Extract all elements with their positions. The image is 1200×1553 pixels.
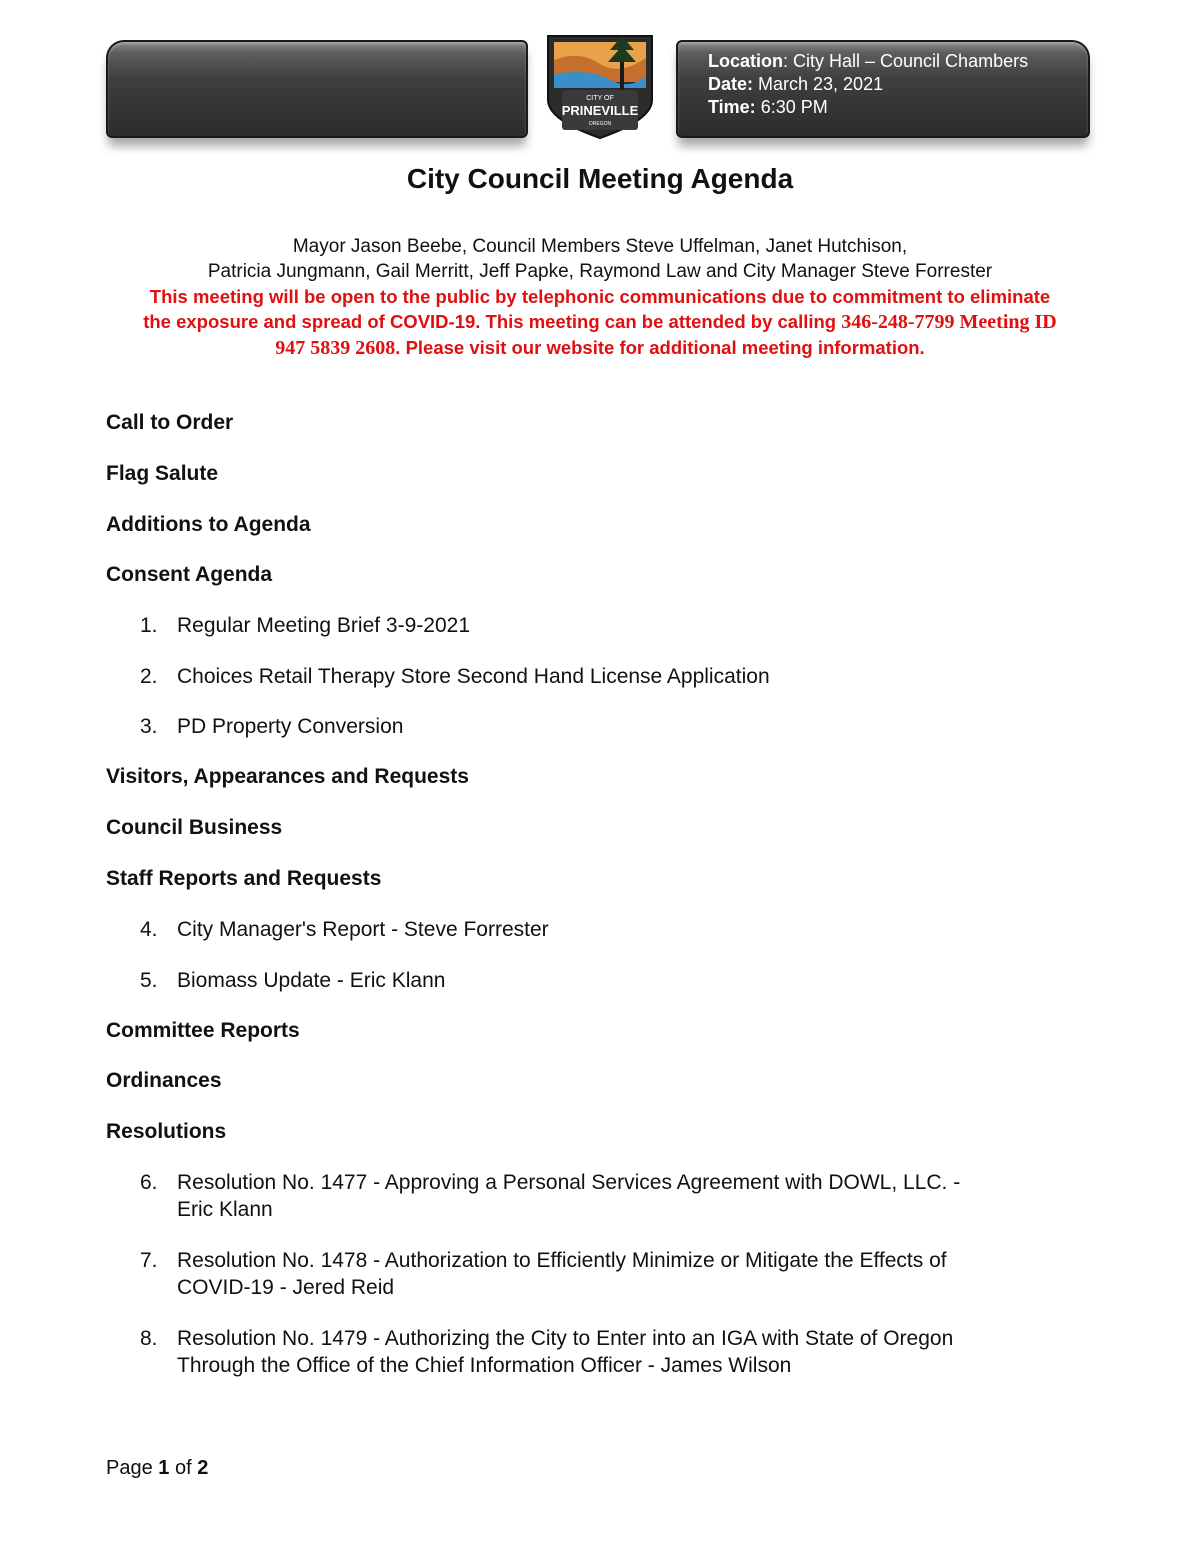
date-value: March 23, 2021 <box>753 74 884 94</box>
meta-date <box>708 73 1028 96</box>
notice-line-2 <box>96 309 1104 335</box>
council-members <box>0 234 1200 284</box>
item-text-line-1: Resolution No. 1477 - Approving a Personal Services Agreement with DOWL, LLC. - <box>177 1171 961 1194</box>
item-number: 5. <box>140 969 158 992</box>
notice-line-3b: . Please visit our website for additional meeting information. <box>395 337 925 358</box>
item-number: 6. <box>140 1171 158 1194</box>
item-number: 4. <box>140 918 158 941</box>
notice-phone: 346-248-7799 Meeting ID <box>841 311 1057 333</box>
item-number: 8. <box>140 1327 158 1350</box>
covid-notice <box>96 284 1104 361</box>
logo-oregon: OREGON <box>588 121 612 127</box>
heading-resolutions: Resolutions <box>106 1120 227 1143</box>
city-logo <box>540 30 660 142</box>
heading-committee-reports: Committee Reports <box>106 1019 300 1042</box>
page-title: City Council Meeting Agenda <box>406 163 794 194</box>
logo-prineville: PRINEVILLE <box>561 103 639 118</box>
item-text-line-1: Resolution No. 1479 - Authorizing the City to Enter into an IGA with State of Oregon <box>177 1327 954 1350</box>
item-text: PD Property Conversion <box>177 715 404 738</box>
page-word: Page <box>106 1457 159 1479</box>
heading-call-to-order: Call to Order <box>106 411 234 434</box>
agenda-item-3 <box>140 713 1080 740</box>
heading-staff-reports: Staff Reports and Requests <box>106 867 382 890</box>
item-text: Regular Meeting Brief 3-9-2021 <box>177 614 470 637</box>
logo-city-of: CITY OF <box>586 95 614 102</box>
meta-time <box>708 96 1028 119</box>
item-text: Biomass Update - Eric Klann <box>177 969 446 992</box>
page-number <box>106 1457 208 1480</box>
header-bar-left <box>106 40 528 138</box>
heading-ordinances: Ordinances <box>106 1069 222 1092</box>
location-label: Location <box>708 51 783 71</box>
heading-consent-agenda: Consent Agenda <box>106 563 273 586</box>
item-text-line-2: Eric Klann <box>177 1198 273 1221</box>
time-label: Time: <box>708 97 756 117</box>
notice-line-1: This meeting will be open to the public by telephonic communications due to commitment to eliminate <box>149 286 1051 307</box>
item-number: 3. <box>140 715 158 738</box>
item-text-line-2: Through the Office of the Chief Information Officer - James Wilson <box>177 1354 792 1377</box>
item-number: 7. <box>140 1249 158 1272</box>
heading-visitors: Visitors, Appearances and Requests <box>106 765 469 788</box>
item-text-line-1: Resolution No. 1478 - Authorization to Efficiently Minimize or Mitigate the Effects of <box>177 1249 947 1272</box>
item-text: Choices Retail Therapy Store Second Hand License Application <box>177 665 770 688</box>
agenda-item-1 <box>140 612 1080 639</box>
location-value: : City Hall – Council Chambers <box>783 51 1029 71</box>
item-text-line-2: COVID-19 - Jered Reid <box>177 1276 395 1299</box>
item-number: 2. <box>140 665 158 688</box>
notice-line-3 <box>96 335 1104 361</box>
item-number: 1. <box>140 614 158 637</box>
members-line-1: Mayor Jason Beebe, Council Members Steve Uffelman, Janet Hutchison, <box>292 236 908 257</box>
heading-council-business: Council Business <box>106 816 283 839</box>
agenda-item-7 <box>140 1247 1080 1301</box>
meeting-meta <box>708 50 1028 119</box>
agenda-item-2 <box>140 663 1080 690</box>
total-pages: 2 <box>197 1457 209 1479</box>
item-text: City Manager's Report - Steve Forrester <box>177 918 549 941</box>
heading-additions: Additions to Agenda <box>106 513 311 536</box>
agenda-item-5 <box>140 967 1080 994</box>
current-page: 1 <box>158 1457 170 1479</box>
notice-meeting-id: 947 5839 2608 <box>275 337 396 359</box>
of-word: of <box>169 1457 198 1479</box>
meta-location <box>708 50 1028 73</box>
header-bar-right <box>676 40 1090 138</box>
agenda-item-4 <box>140 916 1080 943</box>
heading-flag-salute: Flag Salute <box>106 462 219 485</box>
time-value: 6:30 PM <box>755 97 828 117</box>
members-line-2: Patricia Jungmann, Gail Merritt, Jeff Papke, Raymond Law and City Manager Steve Forrester <box>207 261 993 282</box>
date-label: Date: <box>708 74 754 94</box>
agenda-item-6 <box>140 1169 1080 1223</box>
agenda-item-8 <box>140 1325 1080 1379</box>
notice-line-2a: the exposure and spread of COVID-19. This meeting can be attended by calling <box>143 311 842 332</box>
